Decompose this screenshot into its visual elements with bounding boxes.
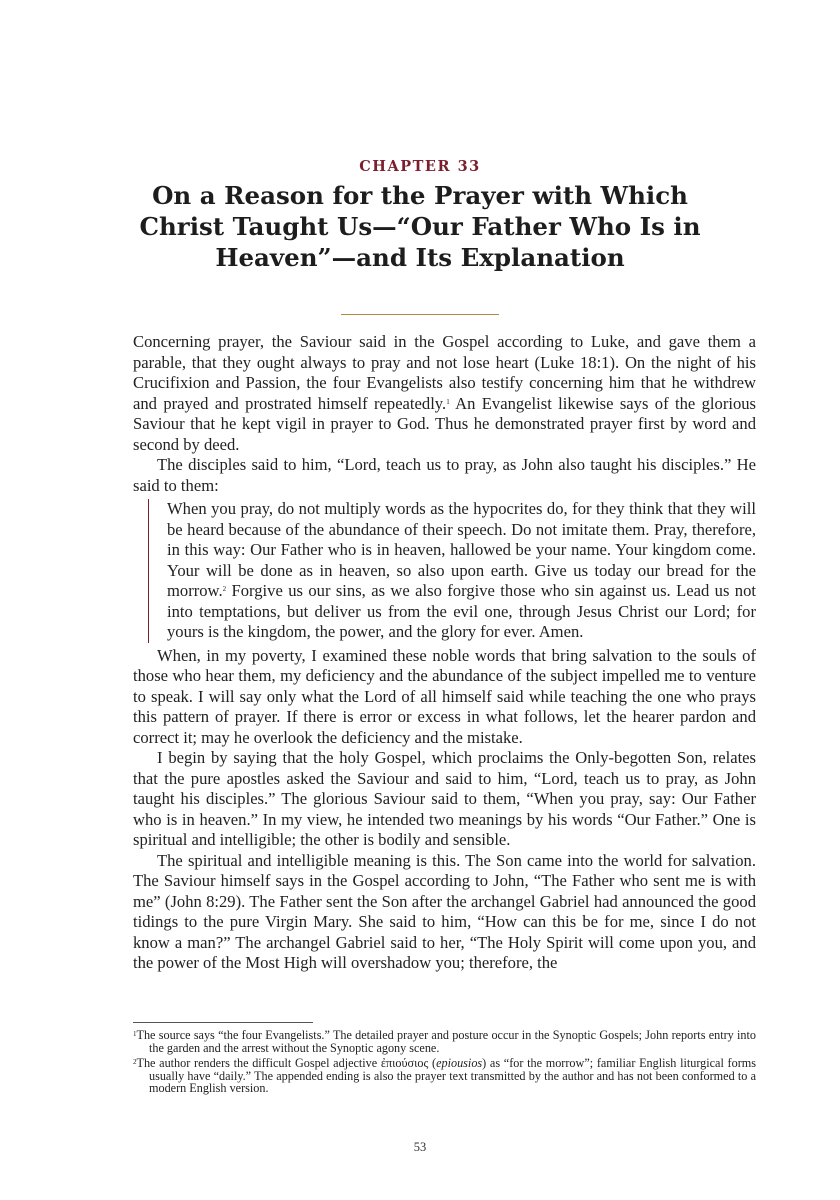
- footnote-number: 1: [133, 1030, 137, 1038]
- paragraph-4: I begin by saying that the holy Gospel, which proclaims the Only-begotten Son, relates that the pure apostles asked the Saviour and said to him, “Lord, teach us to pray, as John taught his disciples.” The glorious Saviour said to them, “When you pray, say: Our Father who is in heaven.” In my view, he intended two meanings by his words “Our Father.” One is spiritual and intelligible; the other is bodily and sensible.: [133, 748, 756, 849]
- paragraph-1-text-b: An Evangelist likewise says of the glorious Saviour that he kept vigil in prayer to God. Thus he demonstrated prayer first by word and second by deed.: [133, 393, 757, 454]
- footnote-transliteration: epiousios: [436, 1056, 483, 1070]
- paragraph-1: [133, 332, 756, 455]
- paragraph-3: When, in my poverty, I examined these noble words that bring salvation to the souls of those who hear them, my deficiency and the abundance of the subject impelled me to venture to speak. I will say only what the Lord of all himself said while teaching the one who prays this pattern of prayer. If there is error or excess in what follows, let the hearer pardon and correct it; may he overlook the deficiency and the mistake.: [133, 645, 756, 747]
- paragraph-5: The spiritual and intelligible meaning is this. The Son came into the world for salvation. The Saviour himself says in the Gospel according to John, “The Father who sent me is with me” (John 8:29). The Father sent the Son after the archangel Gabriel had announced the good tidings to the pure Virgin Mary. She said to him, “How can this be for me, since I do not know a man?” The archangel Gabriel said to her, “The Holy Spirit will come upon you, and the power of the Most High will overshadow you; therefore, the: [133, 850, 756, 972]
- paragraph-2: The disciples said to him, “Lord, teach us to pray, as John also taught his disciples.” He said to them:: [133, 455, 756, 495]
- footnote-ref-1[interactable]: 1: [446, 397, 450, 406]
- footnote-text-a: The author renders the difficult Gospel adjective ἐπιούσιος (: [136, 1056, 437, 1070]
- quote-text-b: Forgive us our sins, as we also forgive those who sin against us. Lead us not into temptations, but deliver us from the evil one, through Jesus Christ our Lord; for yours is the kingdom, the power, and the glory for ever. Amen.: [167, 581, 756, 641]
- quote-text-a: When you pray, do not multiply words as the hypocrites do, for they think that they will be heard because of the abundance of their speech. Do not imitate them. Pray, therefore, in this way: Our Father who is in heaven, hallowed be your name. Your kingdom come. Your will be done as in heaven, so also upon earth. Give us today our bread for the morrow.: [167, 499, 756, 600]
- footnote-divider: [133, 1022, 313, 1023]
- prayer-block-quote: [148, 499, 756, 643]
- main-text: [133, 332, 756, 974]
- footnote-ref-2[interactable]: 2: [222, 585, 227, 593]
- chapter-title: On a Reason for the Prayer with Which Christ Taught Us—“Our Father Who Is in Heaven”—and Its Explanation: [139, 181, 701, 272]
- page-number: 53: [413, 1140, 427, 1154]
- footnote-text: The source says “the four Evangelists.” The detailed prayer and posture occur in the Synoptic Gospels; John reports entry into the garden and the arrest without the Synoptic agony scene.: [136, 1028, 756, 1055]
- footnote-text-b: ) as “for the morrow”; familiar English liturgical forms usually have “daily.” The appended ending is also the prayer text transmitted by the author and has not been conformed to a modern English version.: [149, 1056, 756, 1095]
- footnote-number: 2: [133, 1058, 137, 1066]
- chapter-label: CHAPTER 33: [359, 158, 481, 175]
- footnote-1: [133, 1028, 756, 1054]
- footnote-2: [133, 1056, 756, 1095]
- footnotes: [133, 1028, 756, 1097]
- paragraph-1-text-a: Concerning prayer, the Saviour said in the Gospel according to Luke, and gave them a parable, that they ought always to pray and not lose heart (Luke 18:1). On the night of his Crucifixion and Passion, the four Evangelists also testify concerning him that he withdrew and prayed and prostrated himself repeatedly.: [133, 332, 756, 413]
- title-divider: [341, 314, 499, 315]
